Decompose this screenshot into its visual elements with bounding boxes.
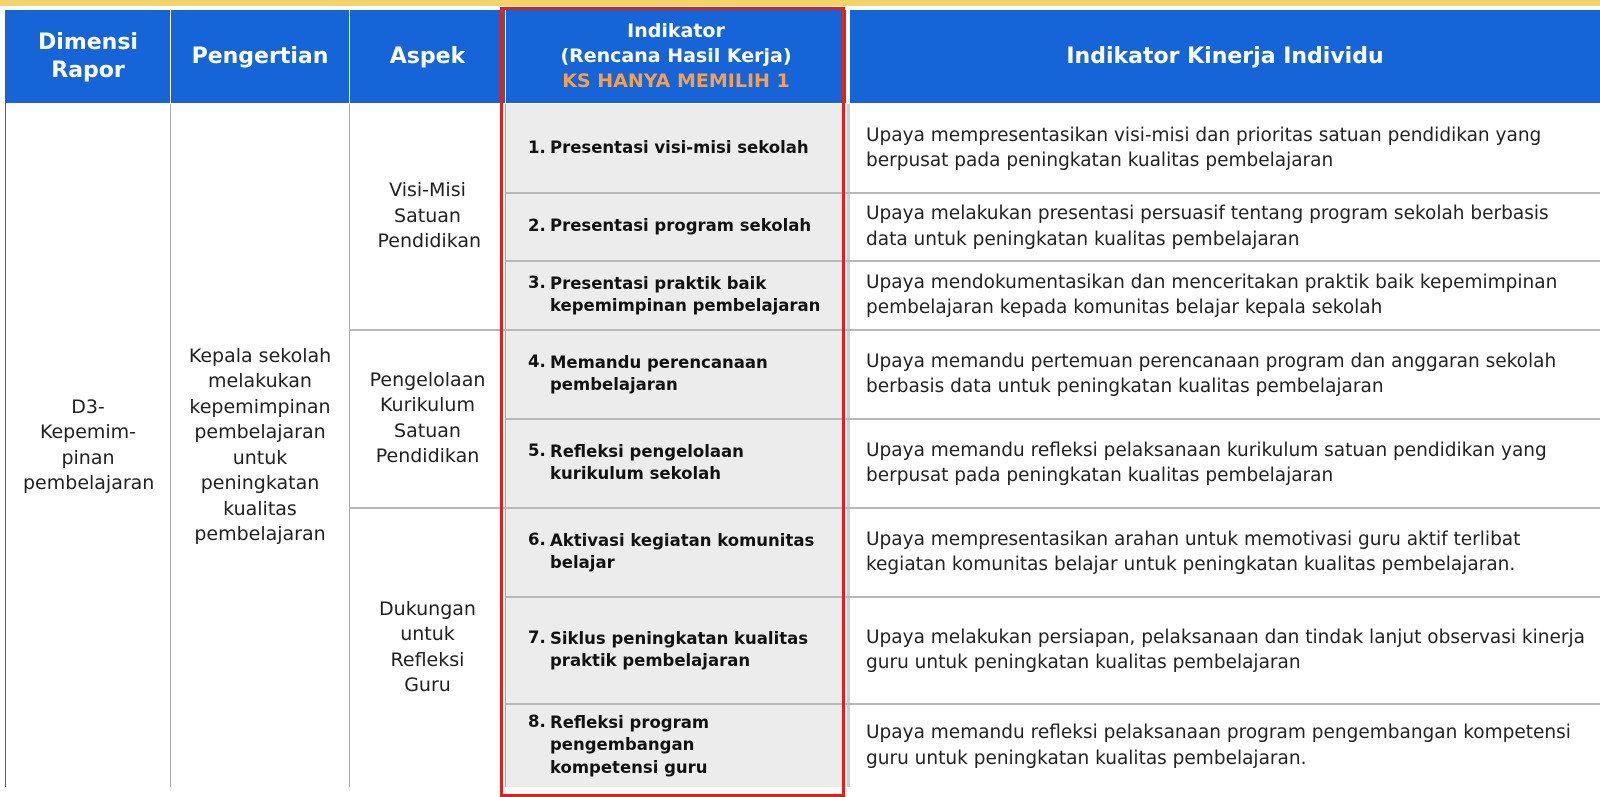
kinerja-cell-7: Upaya melakukan persiapan, pelaksanaan dan tindak lanjut observasi kinerja guru untuk peningkatan kualitas pembelajaran bbox=[866, 626, 1585, 673]
header-indikator-title: Indikator bbox=[627, 20, 725, 42]
header-dimensi: Dimensi Rapor bbox=[6, 10, 170, 103]
grid-line bbox=[170, 104, 171, 787]
pengertian-cell: Kepala sekolah melakukan kepemimpinan pembelajaran untuk peningkatan kualitas pembelajaran bbox=[188, 344, 332, 545]
indikator-cell-5: 5. Refleksi pengelolaan kurikulum sekolah bbox=[506, 419, 846, 507]
indikator-cell-4: 4. Memandu perencanaan pembelajaran bbox=[506, 330, 846, 418]
aspek-cell-3: Dukungan untuk Refleksi Guru bbox=[379, 597, 476, 696]
kinerja-cell-6: Upaya mempresentasikan arahan untuk memotivasi guru aktif terlibat kegiatan komunitas belajar untuk peningkatan kualitas pembelajaran. bbox=[866, 528, 1521, 575]
kinerja-cell-8: Upaya memandu refleksi pelaksanaan program pengembangan kompetensi guru untuk peningkatan kualitas pembelajaran. bbox=[866, 722, 1571, 769]
kinerja-cell-4: Upaya memandu pertemuan perencanaan program dan anggaran sekolah berbasis data untuk peningkatan kualitas pembelajaran bbox=[866, 350, 1557, 397]
aspek-cell-2: Pengelolaan Kurikulum Satuan Pendidikan bbox=[369, 368, 486, 467]
grid-line bbox=[349, 104, 350, 787]
dimensi-cell: D3- Kepemim-pinan pembelajaran bbox=[23, 395, 155, 494]
header-pengertian: Pengertian bbox=[171, 10, 349, 103]
grid-line bbox=[506, 418, 1600, 420]
grid-line bbox=[5, 10, 6, 787]
indikator-cell-8: 8. Refleksi program pengembangan kompetensi guru bbox=[506, 704, 846, 787]
grid-line bbox=[506, 703, 1600, 705]
grid-line bbox=[506, 596, 1600, 598]
indikator-cell-6: 6. Aktivasi kegiatan komunitas belajar bbox=[506, 508, 846, 596]
header-aspek: Aspek bbox=[350, 10, 505, 103]
aspek-cell-1: Visi-Misi Satuan Pendidikan bbox=[377, 179, 482, 253]
grid-line bbox=[505, 104, 506, 787]
kinerja-cell-3: Upaya mendokumentasikan dan menceritakan praktik baik kepemimpinan pembelajaran kepada komunitas belajar kepala sekolah bbox=[866, 271, 1558, 318]
grid-line bbox=[847, 104, 850, 787]
kinerja-cell-1: Upaya mempresentasikan visi-misi dan prioritas satuan pendidikan yang berpusat pada peningkatan kualitas pembelajaran bbox=[866, 124, 1542, 171]
header-indikator bbox=[506, 10, 846, 103]
header-indikator-subtitle: (Rencana Hasil Kerja) bbox=[560, 45, 792, 67]
indikator-cell-2: 2. Presentasi program sekolah bbox=[506, 193, 846, 260]
header-kinerja: Indikator Kinerja Individu bbox=[850, 10, 1600, 103]
kinerja-cell-2: Upaya melakukan presentasi persuasif tentang program sekolah berbasis data untuk peningkatan kualitas pembelajaran bbox=[866, 203, 1549, 250]
header-indikator-note: KS HANYA MEMILIH 1 bbox=[562, 70, 790, 92]
grid-line bbox=[350, 329, 1600, 331]
grid-line bbox=[350, 507, 1600, 509]
indikator-cell-1: 1. Presentasi visi-misi sekolah bbox=[506, 104, 846, 192]
indikator-cell-3: 3. Presentasi praktik baik kepemimpinan pembelajaran bbox=[506, 261, 846, 329]
grid-line bbox=[506, 192, 1600, 194]
grid-line bbox=[506, 260, 1600, 262]
kinerja-cell-5: Upaya memandu refleksi pelaksanaan kurikulum satuan pendidikan yang berpusat pada peningkatan kualitas pembelajaran bbox=[866, 439, 1547, 486]
indikator-cell-7: 7. Siklus peningkatan kualitas praktik pembelajaran bbox=[506, 597, 846, 703]
